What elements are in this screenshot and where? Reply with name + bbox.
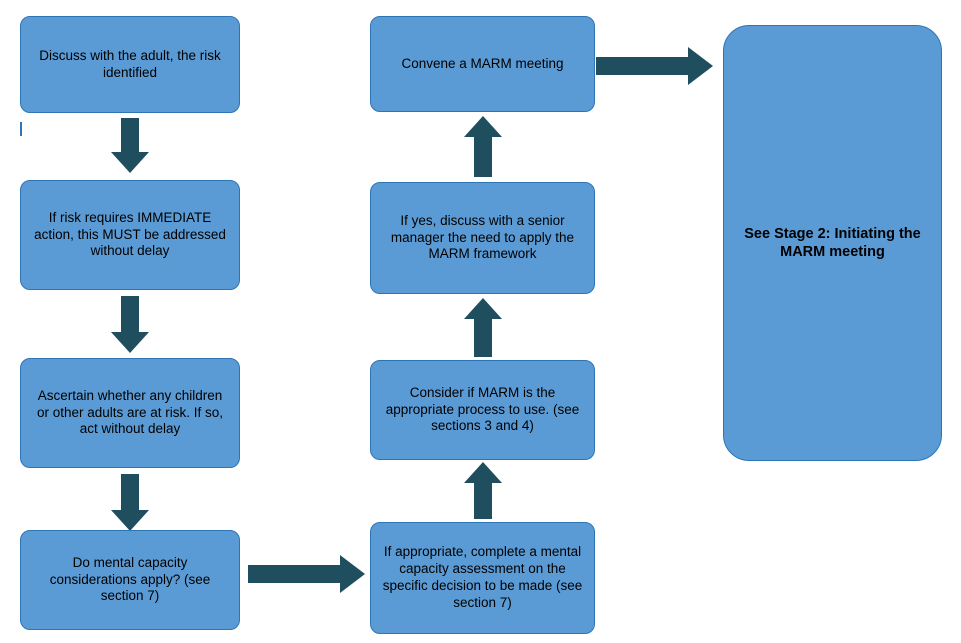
node-immediate-action-label: If risk requires IMMEDIATE action, this MUST be addressed without delay [34,209,226,259]
arrow-discuss-to-immediate [108,118,152,174]
node-consider-marm-label: Consider if MARM is the appropriate process to use. (see sections 3 and 4) [385,384,580,434]
arrow-assessment-to-consider [461,462,505,520]
node-children-other-adults[interactable] [20,358,240,468]
node-discuss-adult-label: Discuss with the adult, the risk identified [39,47,221,80]
arrow-senior-to-convene [461,116,505,178]
arrow-consider-to-senior [461,298,505,358]
node-mental-capacity-assessment[interactable] [370,522,595,634]
node-mental-capacity-considerations[interactable] [20,530,240,630]
node-consider-marm[interactable] [370,360,595,460]
stray-tick-mark [20,122,22,136]
node-mental-capacity-considerations-label: Do mental capacity considerations apply? (see section 7) [49,554,211,604]
node-convene-meeting-label: Convene a MARM meeting [401,55,564,71]
node-stage-2-label: See Stage 2: Initiating the MARM meeting [744,225,921,260]
node-senior-manager[interactable] [370,182,595,294]
node-children-other-adults-label: Ascertain whether any children or other adults are at risk. If so, act without delay [36,387,224,437]
arrow-immediate-to-children [108,296,152,354]
arrow-children-to-capacity [108,474,152,532]
node-convene-meeting[interactable] [370,16,595,112]
node-discuss-adult[interactable] [20,16,240,113]
node-mental-capacity-assessment-label: If appropriate, complete a mental capacity assessment on the specific decision to be made (see section 7) [382,544,583,610]
node-stage-2[interactable] [723,25,942,461]
arrow-capacity-to-assessment [248,552,366,596]
arrow-convene-to-stage2 [596,44,714,88]
node-senior-manager-label: If yes, discuss with a senior manager the need to apply the MARM framework [390,212,575,262]
node-immediate-action[interactable] [20,180,240,290]
